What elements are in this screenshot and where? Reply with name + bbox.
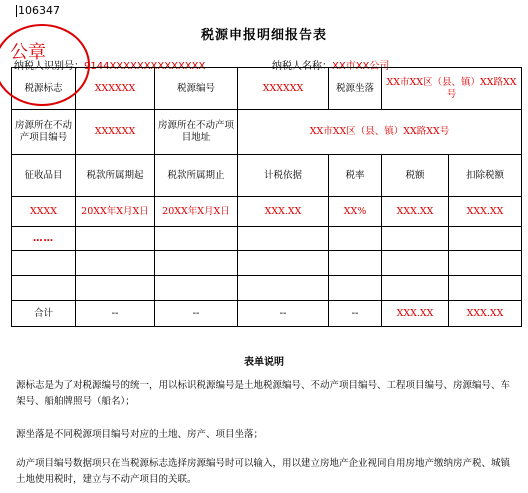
table-cell: XXXX [12,197,76,227]
table-cell-ellipsis: …… [12,227,76,251]
table-cell [76,227,155,251]
notes-title: 表单说明 [244,357,284,368]
note-item: 源坐落是不同税源项目编号对应的土地、房产、项目坐落； [16,429,264,440]
taxpayer-name-label: 纳税人名称： [272,61,332,72]
table-cell [155,227,238,251]
table-cell [449,276,522,301]
property-no-value: XXXXXX [76,110,155,155]
location-value: XX市XX区（县、镇）XX路XX号 [382,68,522,110]
property-addr-value: XX市XX区（县、镇）XX路XX号 [238,110,522,155]
note-item: 源标志是为了对税源编号的统一，用以标识税源编号是土地税源编号、不动产项目编号、工程项目编号、房源编号、车架号、船舶牌照号（船名）； [16,380,511,407]
table-cell [155,276,238,301]
table-cell: XX% [329,197,382,227]
table-cell [76,251,155,276]
location-label: 税源坐落 [329,68,382,110]
taxpayer-id-value: 9144XXXXXXXXXXXXXX [84,61,206,72]
table-cell [12,276,76,301]
table-row [12,276,522,301]
note-item: 动产项目编号数据项只在当税源标志选择房源编号时可以输入，用以建立房地产企业视同自用房地产缴纳房产税、城镇土地使用税时，建立与不动产项目的关联。 [16,458,511,485]
column-header: 税款所属期止 [155,155,238,197]
column-header: 税额 [382,155,449,197]
table-cell [382,276,449,301]
taxpayer-name-value: XX市XX公司 [332,61,390,72]
table-cell [329,227,382,251]
table-cell: XXX.XX [238,197,329,227]
source-flag-value: XXXXXX [76,68,155,110]
column-header: 扣除税额 [449,155,522,197]
tax-detail-table [11,67,522,327]
column-header: 税款所属期起 [76,155,155,197]
property-no-label: 房源所在不动产项目编号 [12,110,76,155]
table-header-row [12,155,522,197]
table-cell: -- [329,301,382,327]
total-label: 合计 [12,301,76,327]
column-header: 计税依据 [238,155,329,197]
table-cell [449,251,522,276]
table-cell [238,251,329,276]
table-cell: 20XX年X月X日 [155,197,238,227]
document-number: 106347 [18,4,60,17]
source-no-label: 税源编号 [155,68,238,110]
table-cell: XXX.XX [382,197,449,227]
table-cell: 20XX年X月X日 [76,197,155,227]
column-header: 税率 [329,155,382,197]
table-row [12,110,522,155]
table-row [12,251,522,276]
page-title: 税源申报明细报告表 [200,28,327,43]
table-cell [382,227,449,251]
table-cell: -- [76,301,155,327]
table-cell [329,251,382,276]
property-addr-label: 房源所在不动产项目地址 [155,110,238,155]
table-cell [329,276,382,301]
column-header: 征收品目 [12,155,76,197]
table-cell: -- [155,301,238,327]
source-flag-label: 税源标志 [12,68,76,110]
table-row [12,197,522,227]
table-cell [382,251,449,276]
table-cell [12,251,76,276]
table-row [12,227,522,251]
table-cell [76,276,155,301]
table-total-row [12,301,522,327]
table-cell: -- [238,301,329,327]
table-cell [238,227,329,251]
seal-text: 公章 [10,42,46,63]
table-cell: XXX.XX [449,197,522,227]
table-cell [238,276,329,301]
table-cell [449,227,522,251]
source-no-value: XXXXXX [238,68,329,110]
total-tax-amount: XXX.XX [382,301,449,327]
table-cell [155,251,238,276]
total-deduction-amount: XXX.XX [449,301,522,327]
taxpayer-id-label: 纳税人识别号： [14,61,84,72]
